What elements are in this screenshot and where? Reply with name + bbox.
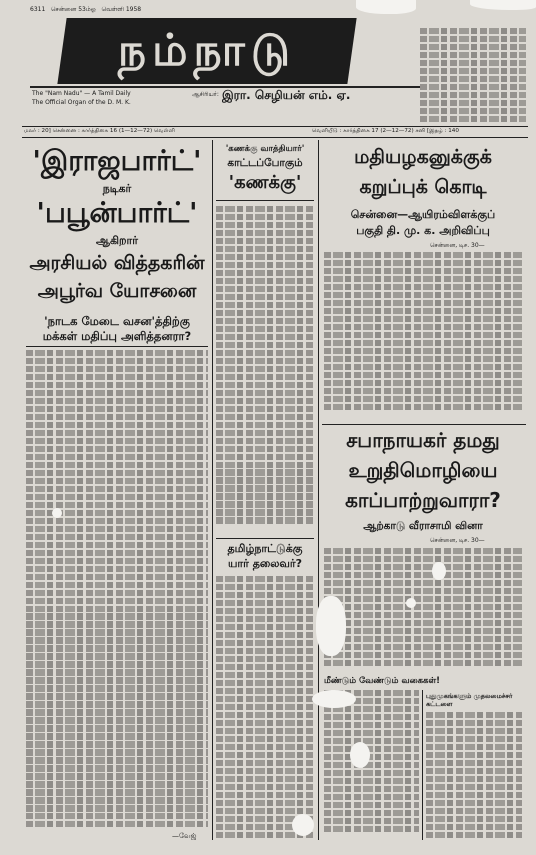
lead-deck1: 'நாடக மேடை வசன'த்திற்கு [44, 314, 190, 328]
lead-sub1: அரசியல் வித்தகரின் [29, 252, 205, 274]
right-h6: உறுதிமொழியை [348, 458, 498, 482]
col2-h5: யார் தலைவர்? [227, 557, 303, 570]
right-h5: சபாநாயகர் தமது [346, 428, 500, 452]
right-h8: ஆற்காடு வீராசாமி வினா [363, 520, 483, 532]
lead-line4: ஆகிறார் [96, 234, 138, 247]
top-strip-left: 6311 [30, 6, 46, 13]
tagline: The "Nam Nadu" — A Tamil Daily [32, 90, 131, 97]
right-h9: மீண்டும் வேண்டும் வகைகள்! [324, 676, 441, 686]
lead-sub2: அபூர்வ யோசனை [37, 280, 197, 302]
right-body4 [426, 712, 522, 840]
col2-h2: காட்டப்போகும் [227, 157, 303, 169]
paper-hole [312, 690, 356, 708]
paper-tear [356, 0, 416, 14]
right-h2: கறுப்புக் கொடி [359, 176, 487, 198]
dateline-right: வெளியீடு : கார்த்திகை 17 (2—12—72) சனி [இதழ் : 140 [312, 128, 459, 134]
lead-deck2: மக்கள் மதிப்பு அளித்தனரா? [42, 329, 192, 343]
paper-hole [432, 562, 446, 580]
lead-line3: 'பபூன்பார்ட்' [36, 196, 198, 229]
right-body1 [324, 252, 522, 420]
col2-body1 [216, 206, 314, 534]
col2-body2 [216, 576, 314, 840]
col2-h3: 'கணக்கு' [228, 172, 302, 193]
paper-hole [406, 598, 416, 608]
right-h3: சென்னை—ஆயிரம்விளக்குப் [350, 208, 496, 221]
paper-hole [292, 814, 314, 836]
lead-line1: 'இராஜபார்ட்' [32, 144, 202, 177]
lead-body [26, 350, 208, 840]
right-body3 [324, 690, 419, 840]
paper-hole [52, 508, 62, 518]
right-body2 [324, 548, 522, 672]
right-dateline2: சென்னை, டிச. 30— [430, 537, 485, 544]
right-h10: புதுமுகங்களும் முதலமைச்சர் கட்டளை [426, 692, 513, 708]
col2-h4: தமிழ்நாட்டுக்கு [227, 542, 303, 555]
paper-hole [350, 742, 370, 768]
top-strip-right: வெள்ளி 1958 [101, 6, 142, 13]
right-h1: மதியழகனுக்குக் [354, 146, 492, 168]
editor-label: ஆசிரியர்: [192, 91, 219, 98]
right-h7: காப்பாற்றுவாரா? [345, 488, 501, 512]
top-strip-mid: சென்னை 53ம்ஓ [51, 6, 96, 13]
col2-h1: 'கணக்கு வாத்தியார்' [225, 144, 305, 154]
masthead-logo: நம்நாடு [57, 18, 356, 84]
paper-hole [316, 596, 346, 656]
lead-line2: நடிகர் [102, 182, 132, 195]
dateline-left: மலர் : 20] சென்னை : கார்த்திகை 16 (1—12—72) வெள்ளி [24, 128, 175, 134]
signoff: —வேஜ் [172, 832, 197, 840]
right-dateline: சென்னை, டிச. 30— [430, 242, 485, 249]
right-h4: பகுதி தி. மு. க. அறிவிப்பு [356, 224, 490, 237]
top-strip [30, 6, 500, 13]
organ-line: The Official Organ of the D. M. K. [32, 99, 131, 106]
editor-name: இரா. செழியன் எம். ஏ. [222, 88, 351, 102]
